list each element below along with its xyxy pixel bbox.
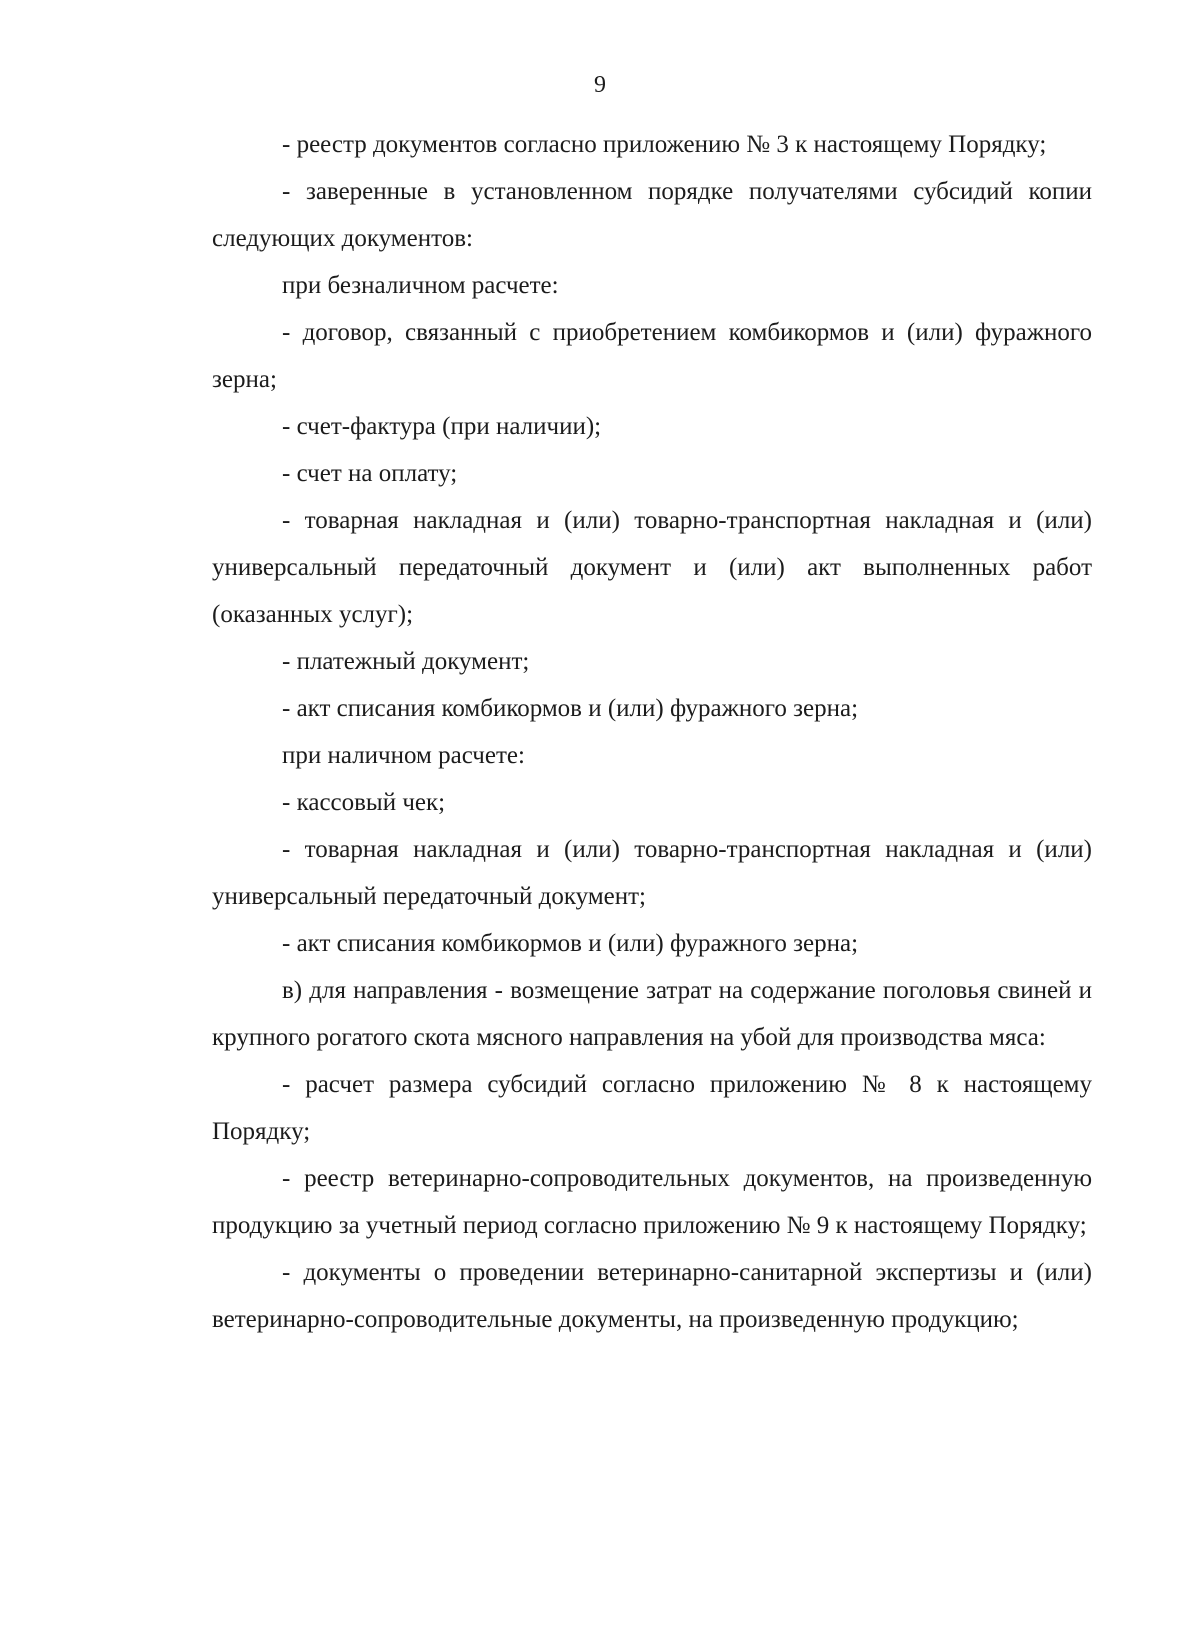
paragraph-vet-registry: - реестр ветеринарно-сопроводительных документов, на произведенную продукцию за учетный период согласно приложению № 9 к настоящему Порядку;: [212, 1165, 1092, 1239]
paragraph-waybill-cashless: - товарная накладная и (или) товарно-транспортная накладная и (или) универсальный передаточный документ и (или) акт выполненных работ (оказанных услуг);: [212, 507, 1092, 628]
paragraph-writeoff-act-cashless: - акт списания комбикормов и (или) фуражного зерна;: [282, 695, 859, 722]
page-number: 9: [594, 72, 606, 98]
paragraph-waybill-cash: - товарная накладная и (или) товарно-транспортная накладная и (или) универсальный передаточный документ;: [212, 836, 1092, 910]
paragraph-writeoff-act-cash: - акт списания комбикормов и (или) фуражного зерна;: [282, 930, 859, 957]
paragraph-cash-heading: при наличном расчете:: [282, 742, 525, 769]
document-body: [212, 121, 1092, 1343]
paragraph-certified-copies: - заверенные в установленном порядке получателями субсидий копии следующих документов:: [212, 178, 1092, 252]
paragraph-cash-receipt: - кассовый чек;: [282, 789, 446, 816]
paragraph-direction-v: в) для направления - возмещение затрат на содержание поголовья свиней и крупного рогатого скота мясного направления на убой для производства мяса:: [212, 977, 1092, 1051]
paragraph-subsidy-calculation: - расчет размера субсидий согласно приложению № 8 к настоящему Порядку;: [212, 1071, 1092, 1145]
paragraph-contract: - договор, связанный с приобретением комбикормов и (или) фуражного зерна;: [212, 319, 1092, 393]
paragraph-invoice: - счет-фактура (при наличии);: [282, 413, 602, 440]
paragraph-registry-appendix-3: - реестр документов согласно приложению № 3 к настоящему Порядку;: [282, 131, 1047, 158]
paragraph-cashless-heading: при безналичном расчете:: [282, 272, 559, 299]
paragraph-vet-documents: - документы о проведении ветеринарно-санитарной экспертизы и (или) ветеринарно-сопроводительные документы, на произведенную продукцию;: [212, 1259, 1092, 1333]
paragraph-payment-document: - платежный документ;: [282, 648, 530, 675]
paragraph-payment-bill: - счет на оплату;: [282, 460, 458, 487]
